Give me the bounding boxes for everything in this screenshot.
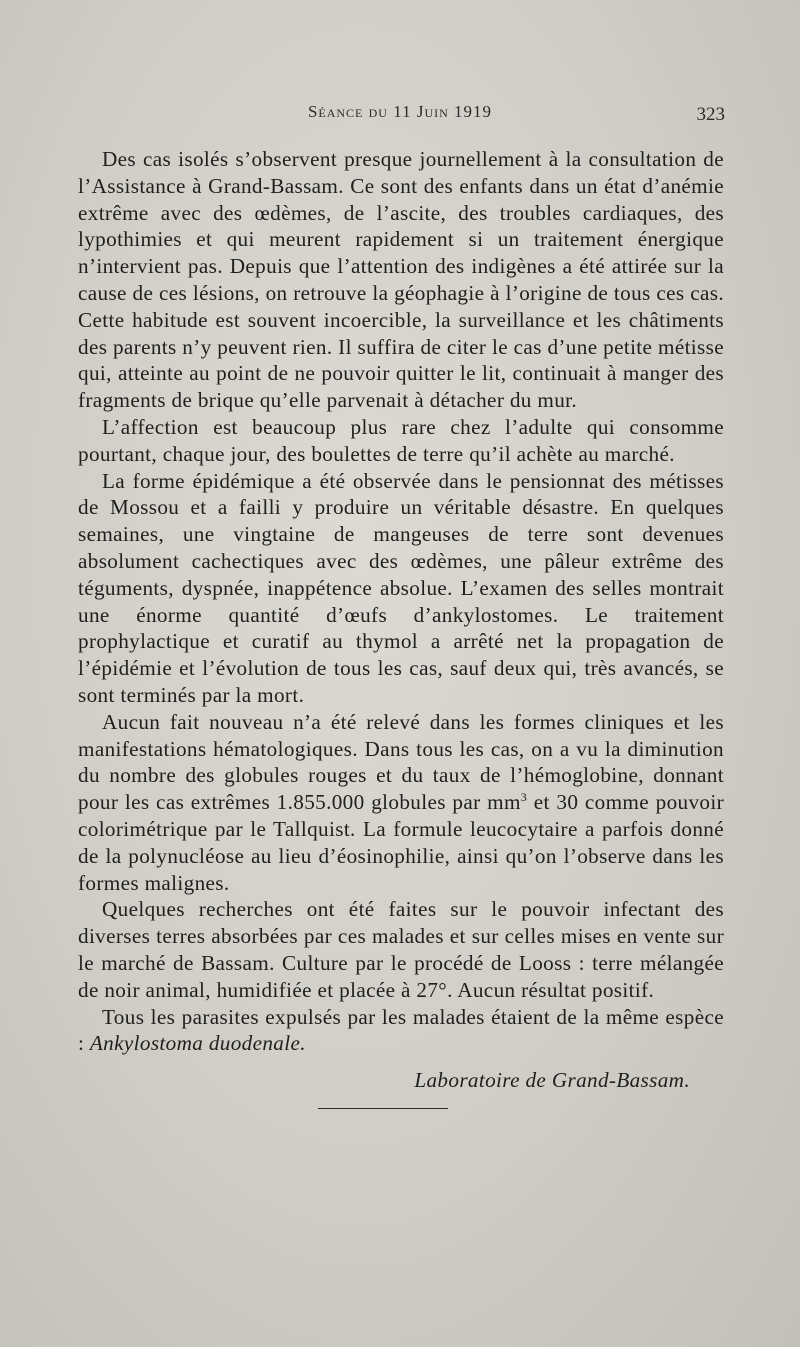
end-rule — [318, 1108, 448, 1109]
species-name: Ankylostoma duodenale. — [89, 1031, 306, 1056]
paragraph-text: Tous les parasites expulsés par les malades étaient de la même espèce : — [78, 1004, 724, 1056]
paragraph: Quelques recherches ont été faites sur le pouvoir infectant des diverses terres absorbées par ces malades et sur celles mises en vente sur le marché de Bassam. Culture par le procédé de Looss : terre mélangée de noir animal, humidifiée et placée à 27°. Aucun résultat positif. — [78, 897, 724, 1002]
superscript: 3 — [520, 790, 528, 805]
paragraph: L’affection est beaucoup plus rare chez l’adulte qui consomme pourtant, chaque jour, des boulettes de terre qu’il achète au marché. — [78, 414, 724, 466]
paragraph-text: Aucun fait nouveau n’a été relevé dans les formes cliniques et les manifestations hématologiques. Dans tous les cas, on a vu la diminution du nombre des globules rouges et du taux de l’hémoglobine, donnant pour les cas extrêmes 1.855.000 globules par mm — [78, 709, 724, 815]
paragraph: La forme épidémique a été observée dans le pensionnat des métisses de Mossou et a failli y produire un véritable désastre. En quelques semaines, une vingtaine de mangeuses de terre sont devenues absolument cachectiques avec des œdèmes, une pâleur extrême des téguments, dyspnée, inappétence absolue. L’examen des selles montrait une énorme quantité d’œufs d’ankylostomes. Le traitement prophylactique et curatif au thymol a arrêté net la propagation de l’épidémie et l’évolution de tous les cas, sauf deux qui, très avancés, se sont terminés par la mort. — [78, 468, 724, 707]
paragraph-text: et 30 comme pouvoir colorimétrique par le Tallquist. La formule leucocytaire a parfois donné de la polynucléose au lieu d’éosinophilie, ainsi qu’on l’observe dans les formes malignes. — [78, 790, 724, 895]
signature: Laboratoire de Grand-Bassam. — [414, 1068, 690, 1093]
paragraph: Des cas isolés s’observent presque journellement à la consultation de l’Assistance à Grand-Bassam. Ce sont des enfants dans un état d’anémie extrême avec des œdèmes, de l’ascite, des troubles cardiaques, des lypothimies et qui meurent rapidement si un traitement énergique n’intervient pas. Depuis que l’attention des indigènes a été attirée sur la cause de ces lésions, on retrouve la géophagie à l’origine de tous ces cas. Cette habitude est souvent incoercible, la surveillance et les châtiments des parents n’y peuvent rien. Il suffira de citer le cas d’une petite métisse qui, atteinte au point de ne pouvoir quitter le lit, continuait à manger des fragments de brique qu’elle parvenait à détacher du mur. — [78, 147, 724, 413]
page-number: 323 — [696, 104, 725, 125]
page-header — [75, 102, 725, 132]
running-head: Séance du 11 Juin 1919 — [307, 102, 493, 121]
article-body — [78, 146, 724, 1109]
paragraph-hematology — [78, 709, 724, 897]
paragraph-parasites — [78, 1004, 724, 1058]
